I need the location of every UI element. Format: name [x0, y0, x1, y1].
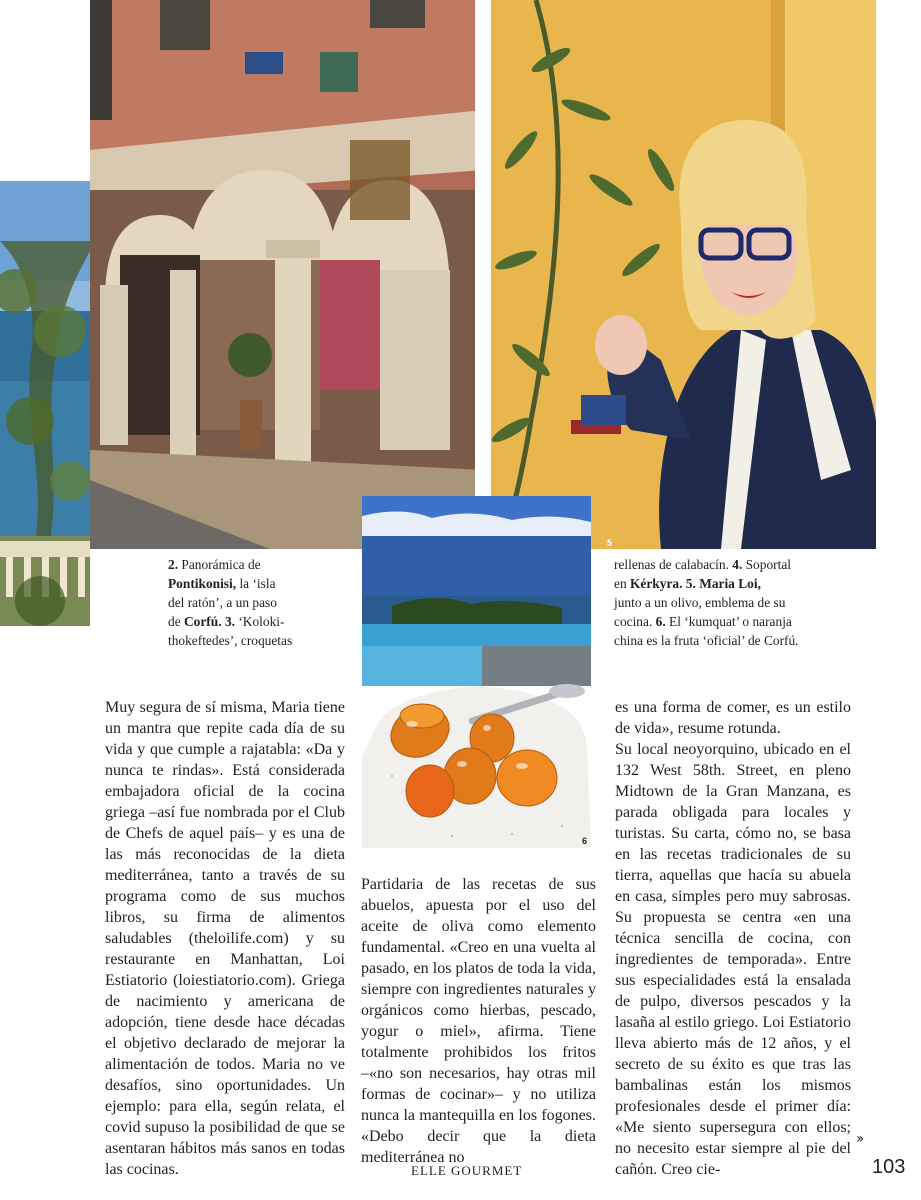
caption-right	[614, 555, 844, 650]
caption-right-line	[614, 555, 844, 574]
continue-arrow-icon: ››	[856, 1131, 862, 1147]
caption-right-text: El ‘kumquat’ o naranja	[665, 614, 792, 629]
caption-left	[168, 555, 318, 650]
arched-portico-building-image	[90, 0, 483, 549]
caption-right-text: 6.	[655, 614, 666, 629]
caption-right-lines	[614, 555, 844, 650]
caption-right-text: 4.	[732, 557, 743, 572]
caption-left-text: Corfú.	[184, 614, 222, 629]
caption-right-text: en	[614, 576, 630, 591]
caption-left-line	[168, 555, 318, 574]
caption-left-line	[168, 612, 318, 631]
caption-left-line	[168, 631, 318, 650]
seaside-olive-tree-image	[0, 181, 90, 626]
caption-left-line	[168, 593, 318, 612]
caption-right-text: china es la fruta ‘oficial’ de Corfú.	[614, 633, 799, 648]
column-3-paragraph-2: Su local neoyorquino, ubicado en el 132 West 58th. Street, en pleno Midtown de la Gran Manzana, es parada obligada para locales y turistas. Su carta, cómo no, se basa en las recetas tradicionales de su tierra, aquellas que hacía su abuela en casa, simples pero muy sabrosas. Su propuesta se centra «en una técnica sencilla de cocina, con ingredientes de temporada». Entre sus especialidades está la ensalada de pulpo, diversos pescados y la lasaña al estilo griego. Loi Estiatorio lleva abierto más de 12 años, y el secreto de su éxito es que tras las bambalinas están los mismos profesionales desde el primer día: «Me siento supersegura con ellos; no necesito estar siempre al pie del cañón. Creo cie-	[615, 741, 851, 1178]
caption-right-line	[614, 574, 844, 593]
caption-right-text: cocina.	[614, 614, 656, 629]
caption-left-lines	[168, 555, 318, 650]
caption-right-line	[614, 631, 844, 650]
caption-right-text: rellenas de calabacín.	[614, 557, 733, 572]
caption-left-line	[168, 574, 318, 593]
footer-brand: ELLE GOURMET	[411, 1163, 523, 1178]
body-column-2	[361, 874, 596, 1168]
caption-right-text: junto a un olivo, emblema de su	[614, 595, 786, 610]
body-column-3	[615, 697, 851, 1180]
column-2-paragraph: Partidaria de las recetas de sus abuelos, apuesta por el uso del aceite de oliva como elemento fundamental. «Creo en una vuelta al pasado, en los platos de toda la vida, siempre con ingredientes naturales y orgánicos como hierbas, pescado, yogur o miel», afirma. Tiene totalmente prohibidos los fritos –«no son necesarios, hay otras mil formas de cocinar»– y no utiliza nunca la mantequilla en los fogones. «Debo decir que la dieta mediterránea no	[361, 876, 596, 1166]
candied-kumquats-plate-image	[362, 496, 591, 848]
coast-photo	[0, 181, 90, 626]
body-column-1	[105, 697, 345, 1180]
caption-left-text: de	[168, 614, 184, 629]
caption-left-text: Panorámica de	[178, 557, 261, 572]
caption-left-text: la ‘isla	[236, 576, 276, 591]
caption-right-text: Soportal	[742, 557, 791, 572]
caption-left-text: thokeftedes’, croquetas	[168, 633, 293, 648]
woman-with-olive-branch-image	[491, 0, 884, 549]
caption-left-text: Pontikonisi,	[168, 576, 237, 591]
page-number: 103	[872, 1156, 906, 1178]
column-1-paragraph: Muy segura de sí misma, Maria tiene un mantra que repite cada día de su vida y que cumple a rajatabla: «Da y nunca te rindas». Está considerada embajadora oficial de la cocina griega –así fue nombrada por el Club de Chefs de aquel país– y es una de las más reconocidas de la dieta mediterránea, tanto a través de su programa como de sus muchos libros, su firma de alimentos saludables (theloilife.com) y su restaurante en Manhattan, Loi Estiatorio (loiestiatorio.com). Griega de nacimiento y americana de adopción, tiene desde hace décadas el objetivo declarado de mejorar la alimentación de todos. Maria no ve desafíos, sino oportunidades. Un ejemplo: para ella, según relata, el covid supuso la posibilidad de que se asentaran hábitos más sanos en todas las cocinas.	[105, 699, 345, 1178]
portrait-photo	[491, 0, 884, 549]
photo-number-6: 6	[582, 836, 588, 846]
caption-right-text: Kérkyra.	[630, 576, 683, 591]
photo-number-5: 5	[607, 538, 613, 548]
column-3-paragraph-1: es una forma de comer, es un estilo de vida», resume rotunda.	[615, 699, 851, 737]
arcade-photo	[90, 0, 483, 549]
caption-left-text: del ratón’, a un paso	[168, 595, 277, 610]
caption-right-line	[614, 593, 844, 612]
caption-right-line	[614, 612, 844, 631]
caption-left-text: ‘Koloki-	[234, 614, 285, 629]
caption-left-text: 2.	[168, 557, 179, 572]
kumquat-photo	[362, 496, 591, 848]
caption-right-text: 5. Maria Loi,	[685, 576, 761, 591]
caption-left-text: 3.	[224, 614, 235, 629]
